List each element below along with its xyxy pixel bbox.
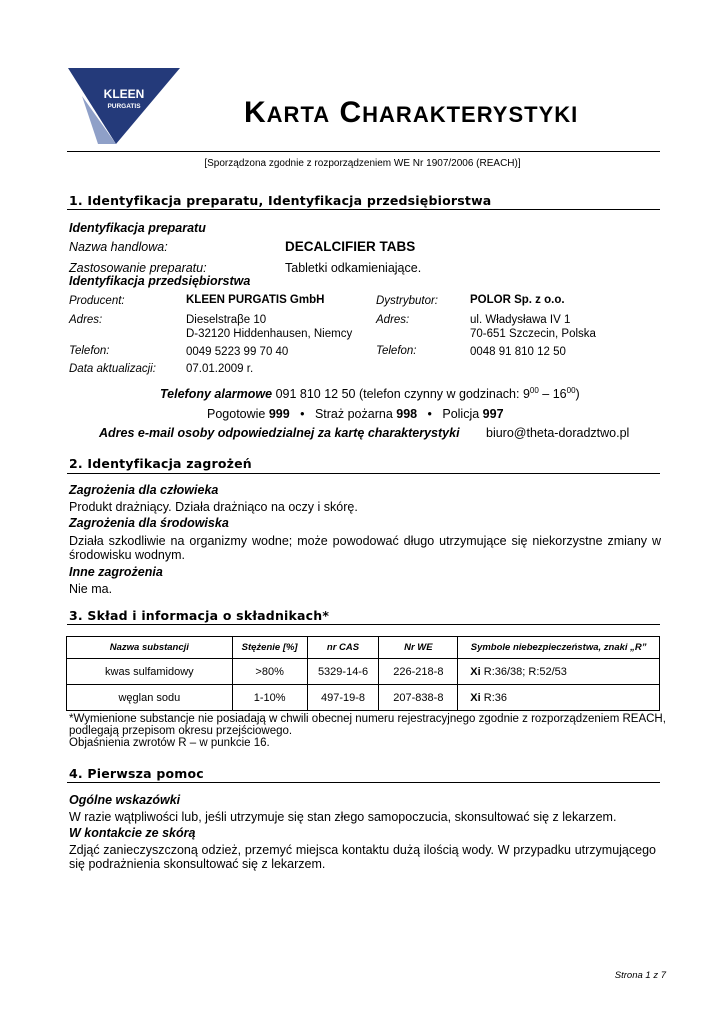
email-label: Adres e-mail osoby odpowiedzialnej za kartę charakterystyki <box>99 426 460 440</box>
col-substance-name: Nazwa substancji <box>67 637 233 659</box>
composition-table <box>66 636 660 711</box>
producer-value: KLEEN PURGATIS GmbH <box>186 294 325 306</box>
prep-identification-heading: Identyfikacja preparatu <box>69 221 206 235</box>
r-phrases: R:36 <box>480 691 507 704</box>
section-1-heading: 1. Identyfikacja preparatu, Identyfikacja przedsiębiorstwa <box>69 193 492 208</box>
update-date-label: Data aktualizacji: <box>69 363 156 375</box>
cell-cas: 5329-14-6 <box>307 659 379 685</box>
distributor-phone-value: 0048 91 810 12 50 <box>470 346 566 358</box>
composition-note <box>69 713 669 749</box>
section-4-heading: 4. Pierwsza pomoc <box>69 766 204 781</box>
composition-note-line3: Objaśnienia zwrotów R – w punkcie 16. <box>69 737 270 749</box>
document-title <box>244 96 578 130</box>
composition-note-line1: *Wymienione substancje nie posiadają w chwili obecnej numeru rejestracyjnego zgodnie z rozporządzeniem REACH, <box>69 713 666 725</box>
emergency-label-fire: Straż pożarna <box>314 407 393 421</box>
distributor-address-line1: ul. Władysława IV 1 <box>470 314 571 326</box>
cell-symbols <box>458 685 660 711</box>
cell-substance-name: kwas sulfamidowy <box>67 659 233 685</box>
distributor-phone-label: Telefon: <box>376 345 417 357</box>
env-hazards-line1: Działa szkodliwie na organizmy wodne; może powodować długo utrzymujące się niekorzystne zmiany w <box>69 534 661 548</box>
alarm-close: ) <box>575 387 580 402</box>
distributor-address-label: Adres: <box>376 314 410 326</box>
skin-contact-line2: się podrażnienia skonsultować się z lekarzem. <box>69 857 326 871</box>
section-2-heading: 2. Identyfikacja zagrożeń <box>69 456 252 471</box>
composition-note-line2: podlegają przepisom okresu przejściowego. <box>69 725 293 737</box>
distributor-value: POLOR Sp. z o.o. <box>470 294 565 306</box>
emergency-numbers <box>207 407 504 421</box>
distributor-label: Dystrybutor: <box>376 295 438 307</box>
human-hazards-heading: Zagrożenia dla człowieka <box>69 483 219 497</box>
hazard-symbol: Xi <box>470 691 481 704</box>
section-4-rule <box>67 782 660 783</box>
r-phrases: R:36/38; R:52/53 <box>480 665 567 678</box>
table-row <box>67 659 660 685</box>
email-value[interactable]: biuro@theta-doradztwo.pl <box>486 426 630 440</box>
title-cap-c: C <box>339 96 363 129</box>
producer-phone-value: 0049 5223 99 70 40 <box>186 346 289 358</box>
producer-phone-label: Telefon: <box>69 345 110 357</box>
trade-name-value: DECALCIFIER TABS <box>285 239 416 254</box>
usage-label: Zastosowanie preparatu: <box>69 261 207 275</box>
cell-concentration: 1-10% <box>232 685 307 711</box>
producer-address-label: Adres: <box>69 314 103 326</box>
header-divider <box>67 151 660 152</box>
col-concentration: Stężenie [%] <box>232 637 307 659</box>
page-number: Strona 1 z 7 <box>614 970 666 981</box>
table-row <box>67 685 660 711</box>
alarm-dash: – 16 <box>538 387 567 402</box>
hazard-symbol: Xi <box>470 665 481 678</box>
general-advice-text: W razie wątpliwości lub, jeśli utrzymuje się stan złego samopoczucia, skonsultować się z lekarzem. <box>69 810 617 824</box>
kleen-purgatis-logo <box>68 68 184 148</box>
other-hazards-text: Nie ma. <box>69 582 113 596</box>
producer-address-line1: Dieselstraβe 10 <box>186 314 267 326</box>
emergency-number-fire: 998 <box>396 407 418 421</box>
skin-contact-line1: Zdjąć zanieczyszczoną odzież, przemyć miejsca kontaktu dużą ilością wody. W przypadku utrzymującego <box>69 843 656 857</box>
alarm-hours-end-sup: 00 <box>566 386 576 395</box>
bullet-separator: • <box>300 407 305 421</box>
producer-label: Producent: <box>69 295 125 307</box>
company-identification-heading: Identyfikacja przedsiębiorstwa <box>69 274 251 288</box>
emergency-number-ambulance: 999 <box>268 407 290 421</box>
alarm-phones-text: 091 810 12 50 (telefon czynny w godzinach: 9 <box>275 387 530 402</box>
cell-concentration: >80% <box>232 659 307 685</box>
env-hazards-text <box>69 534 661 562</box>
section-3-heading: 3. Skład i informacja o składnikach* <box>69 608 330 623</box>
logo-text-kleen: KLEEN <box>103 87 145 101</box>
emergency-label-ambulance: Pogotowie <box>207 407 266 421</box>
human-hazards-text: Produkt drażniący. Działa drażniąco na oczy i skórę. <box>69 500 358 514</box>
title-rest-arta: ARTA <box>266 102 331 127</box>
table-header-row <box>67 637 660 659</box>
col-we: Nr WE <box>379 637 458 659</box>
env-hazards-line2: środowisku wodnym. <box>69 548 186 562</box>
regulation-subtitle: [Sporządzona zgodnie z rozporządzeniem WE Nr 1907/2006 (REACH)] <box>204 158 521 169</box>
cell-cas: 497-19-8 <box>307 685 379 711</box>
trade-name-label: Nazwa handlowa: <box>69 240 168 254</box>
skin-contact-heading: W kontakcie ze skórą <box>69 826 196 840</box>
alarm-phones-label: Telefony alarmowe <box>160 387 273 402</box>
distributor-address-line2: 70-651 Szczecin, Polska <box>470 328 596 340</box>
emergency-number-police: 997 <box>482 407 504 421</box>
title-rest-harakterystyki: HARAKTERYSTYKI <box>362 102 579 127</box>
cell-symbols <box>458 659 660 685</box>
cell-we: 207-838-8 <box>379 685 458 711</box>
other-hazards-heading: Inne zagrożenia <box>69 565 163 579</box>
col-symbols: Symbole niebezpieczeństwa, znaki „R” <box>458 637 660 659</box>
alarm-phones-line <box>160 386 580 401</box>
usage-value: Tabletki odkamieniające. <box>285 261 422 275</box>
emergency-label-police: Policja <box>442 407 480 421</box>
bullet-separator: • <box>427 407 432 421</box>
skin-contact-text <box>69 843 656 871</box>
cell-we: 226-218-8 <box>379 659 458 685</box>
section-1-rule <box>67 209 660 210</box>
update-date-value: 07.01.2009 r. <box>186 363 254 375</box>
section-2-rule <box>67 473 660 474</box>
section-3-rule <box>67 624 660 625</box>
title-cap-k: K <box>244 96 267 129</box>
general-advice-heading: Ogólne wskazówki <box>69 793 181 807</box>
cell-substance-name: węglan sodu <box>67 685 233 711</box>
logo-text-purgatis: PURGATIS <box>107 103 141 110</box>
producer-address-line2: D-32120 Hiddenhausen, Niemcy <box>186 328 353 340</box>
env-hazards-heading: Zagrożenia dla środowiska <box>69 516 229 530</box>
col-cas: nr CAS <box>307 637 379 659</box>
alarm-hours-start-sup: 00 <box>529 386 539 395</box>
